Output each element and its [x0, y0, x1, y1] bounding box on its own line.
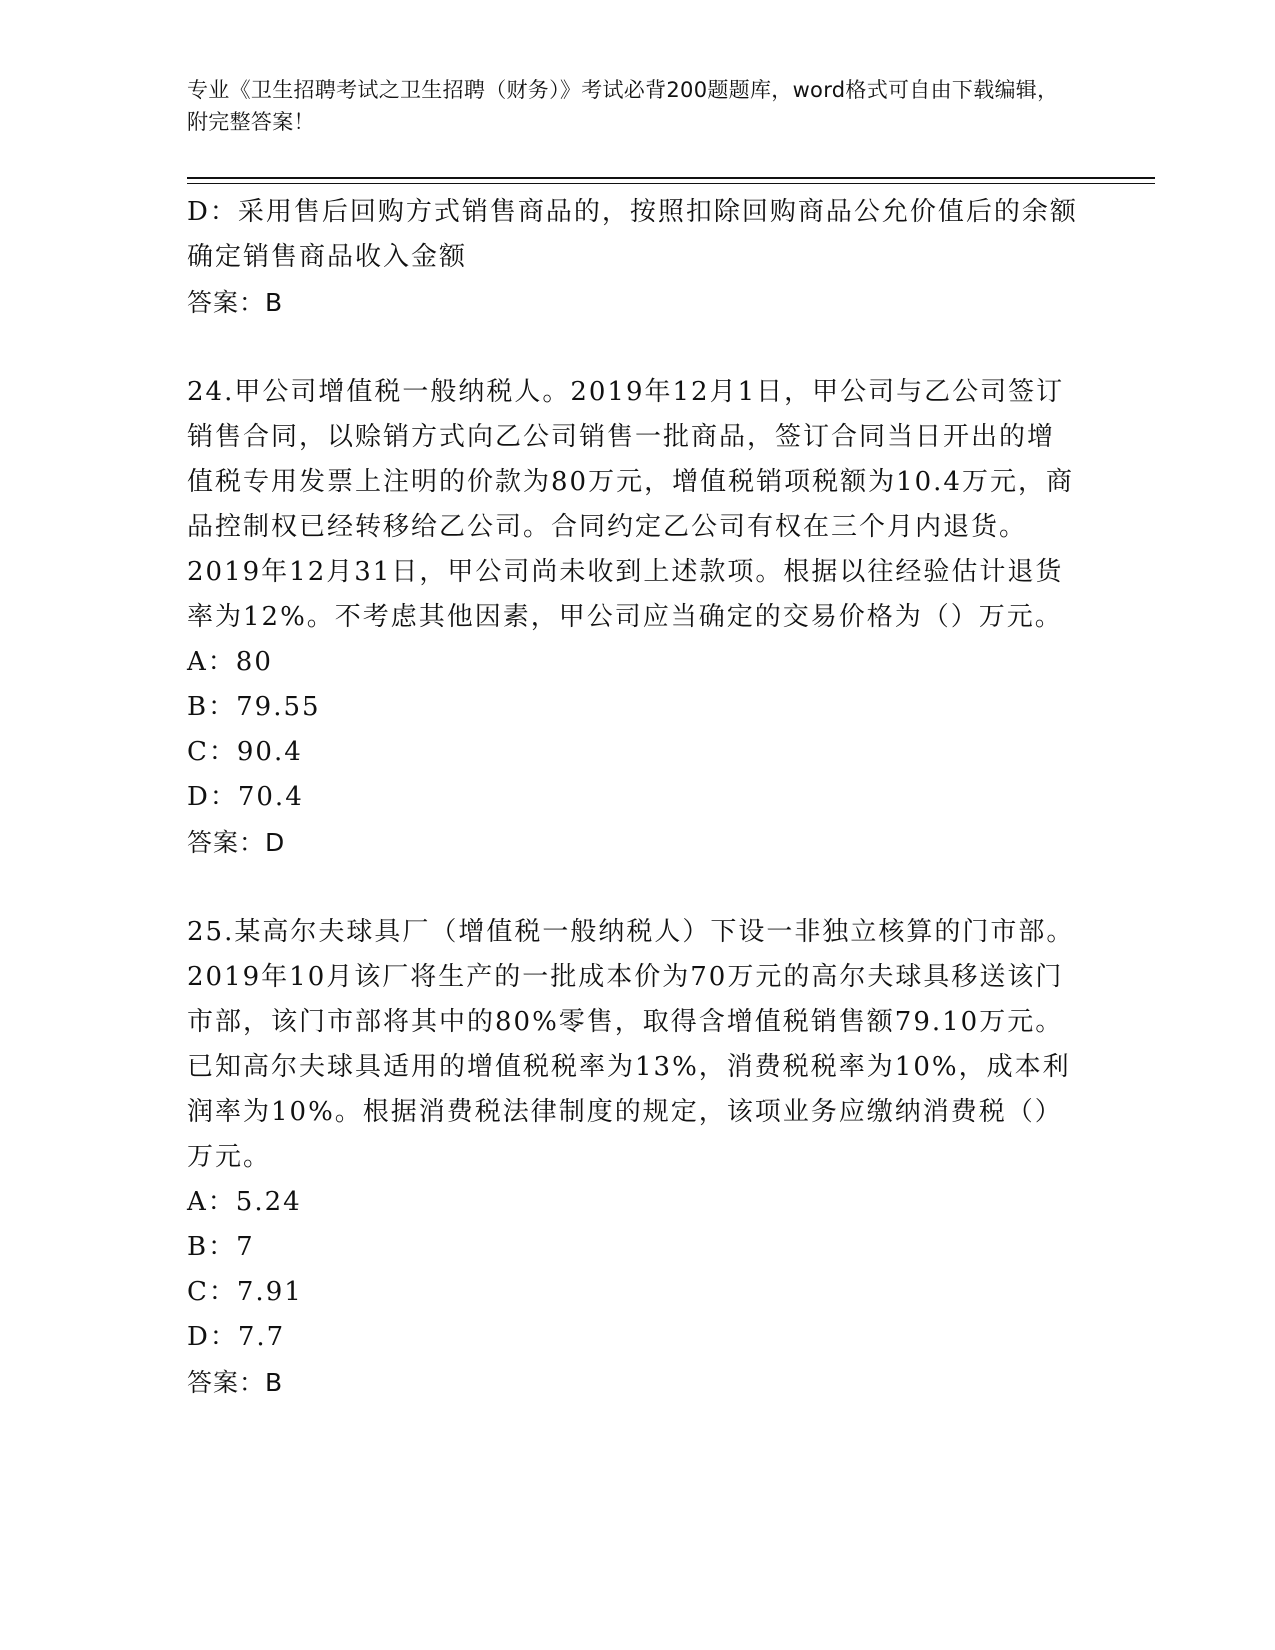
q24-stem: 24.甲公司增值税一般纳税人。2019年12月1日，甲公司与乙公司签订销售合同，以赊销方式向乙公司销售一批商品，签订合同当日开出的增值税专用发票上注明的价款为80万元，增值税销项税额为10.4万元，商品控制权已经转移给乙公司。合同约定乙公司有权在三个月内退货。2019年12月31日，甲公司尚未收到上述款项。根据以往经验估计退货率为12%。不考虑其他因素，甲公司应当确定的交易价格为（）万元。 — [187, 377, 1074, 632]
header-divider-thick — [187, 177, 1155, 179]
question-25 — [187, 910, 1082, 1405]
q25-option-a: A：5.24 — [187, 1187, 302, 1217]
q25-stem: 25.某高尔夫球具厂（增值税一般纳税人）下设一非独立核算的门市部。2019年10月该厂将生产的一批成本价为70万元的高尔夫球具移送该门市部，该门市部将其中的80%零售，取得含增值税销售额79.10万元。已知高尔夫球具适用的增值税税率为13%，消费税税率为10%，成本利润率为10%。根据消费税法律制度的规定，该项业务应缴纳消费税（）万元。 — [187, 917, 1075, 1172]
q25-option-d: D：7.7 — [187, 1322, 286, 1352]
q24-option-b: B：79.55 — [187, 692, 321, 722]
q25-answer: 答案：B — [187, 1368, 284, 1397]
spacer — [187, 325, 1082, 370]
q23-option-d: D：采用售后回购方式销售商品的，按照扣除回购商品公允价值后的余额确定销售商品收入金额 — [187, 197, 1078, 272]
q24-answer: 答案：D — [187, 828, 286, 857]
q24-option-a: A：80 — [187, 647, 273, 677]
q25-option-b: B：7 — [187, 1232, 255, 1262]
spacer — [187, 865, 1082, 910]
question-23-tail — [187, 190, 1082, 325]
question-content — [187, 190, 1082, 1405]
question-24 — [187, 370, 1082, 865]
q24-option-d: D：70.4 — [187, 782, 304, 812]
q23-answer: 答案：B — [187, 288, 284, 317]
header-divider-thin — [187, 183, 1155, 184]
q25-option-c: C：7.91 — [187, 1277, 303, 1307]
q24-option-c: C：90.4 — [187, 737, 303, 767]
page-header: 专业《卫生招聘考试之卫生招聘（财务）》考试必背200题题库，word格式可自由下载编辑，附完整答案！ — [187, 78, 1059, 134]
